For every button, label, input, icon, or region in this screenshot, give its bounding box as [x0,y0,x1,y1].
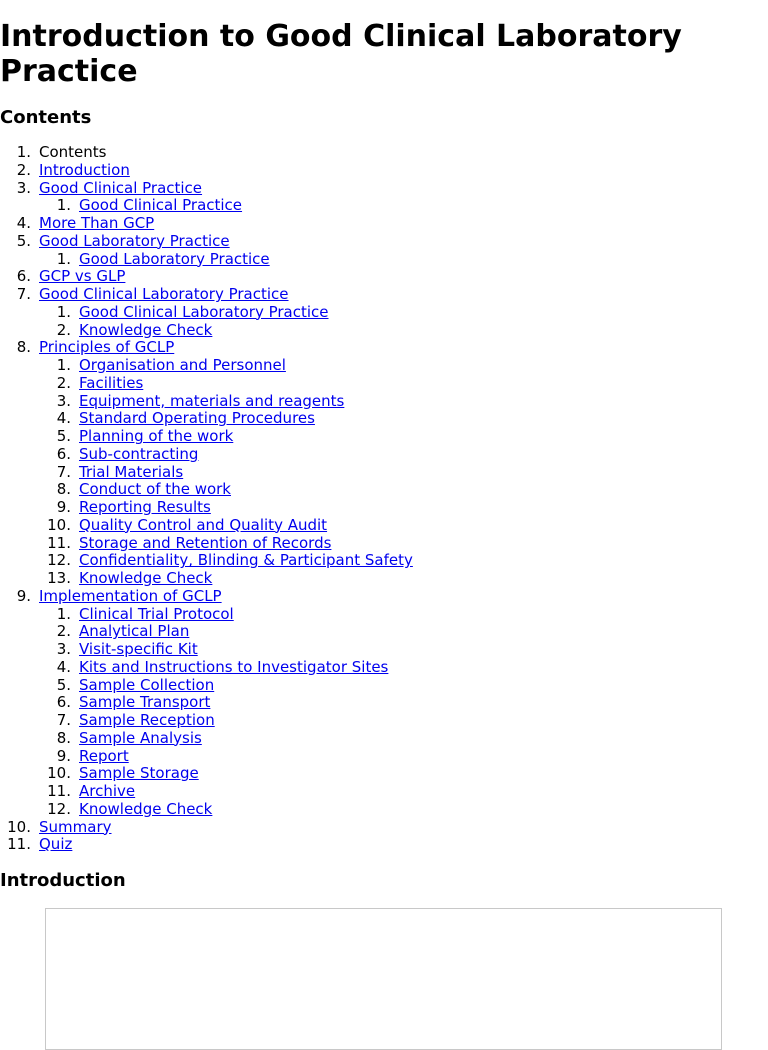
toc-subitem [0,677,413,695]
toc-subitem [0,251,413,269]
toc-item-number: 4. [56,409,71,428]
introduction-media-frame [45,908,722,1050]
toc-item-number: 8. [56,480,71,499]
toc-subitem [0,464,413,482]
toc-link[interactable]: Visit-specific Kit [79,640,198,658]
toc-item [0,339,413,357]
toc-item-number: 2. [56,320,71,339]
page-title: Introduction to Good Clinical Laboratory Practice [0,19,682,89]
toc-item-number: 3. [56,640,71,658]
toc-subitem [0,375,413,393]
toc-item-number: 9. [16,586,31,605]
toc-item-number: 11. [47,533,71,552]
toc-item-number: 5. [56,675,71,694]
toc-link[interactable]: Trial Materials [79,462,184,481]
toc-link[interactable]: Sample Transport [79,693,211,712]
toc-item-number: 6. [56,444,71,463]
toc-item-number: 7. [56,711,71,729]
toc-link[interactable]: Good Laboratory Practice [79,249,270,268]
toc-link[interactable]: Summary [39,817,112,836]
toc-subitem [0,606,413,624]
toc-subitem [0,499,413,517]
toc-link[interactable]: Facilities [79,373,144,392]
toc-link[interactable]: Sub-contracting [79,444,199,463]
toc-item-number: 10. [47,764,71,783]
toc-link[interactable]: More Than GCP [39,214,155,232]
toc-link[interactable]: Sample Reception [79,711,215,729]
toc-link[interactable]: Knowledge Check [79,799,213,818]
toc-link[interactable]: Good Clinical Practice [39,178,203,197]
toc-subitem [0,641,413,659]
toc-item [0,233,413,251]
toc-item-number: 1. [56,604,71,623]
toc-item-number: 8. [56,728,71,747]
toc-item [0,268,413,286]
table-of-contents [0,144,413,854]
toc-link[interactable]: Knowledge Check [79,320,213,339]
toc-link[interactable]: Good Clinical Laboratory Practice [79,302,329,321]
toc-item-number: 10. [47,515,71,534]
toc-link[interactable]: Conduct of the work [79,480,231,499]
toc-item-number: 11. [47,782,71,800]
toc-item-number: 3. [16,178,31,197]
toc-item-number: 4. [16,214,31,232]
toc-link[interactable]: Organisation and Personnel [79,356,286,374]
toc-link[interactable]: Good Clinical Practice [79,196,243,215]
toc-link[interactable]: Sample Analysis [79,728,202,747]
toc-subitem [0,748,413,766]
toc-item-number: 7. [56,462,71,481]
toc-item-number: 1. [56,196,71,215]
toc-link[interactable]: Implementation of GCLP [39,586,222,605]
toc-link[interactable]: Quiz [39,835,73,854]
toc-item-number: 5. [56,427,71,445]
toc-subitem [0,730,413,748]
toc-subitem [0,535,413,553]
toc-item [0,819,413,837]
toc-subitem [0,712,413,730]
toc-link[interactable]: Equipment, materials and reagents [79,391,345,410]
toc-link[interactable]: Sample Collection [79,675,215,694]
toc-label: Contents [39,143,107,161]
toc-link[interactable]: Introduction [39,160,130,179]
toc-item-number: 1. [56,356,71,374]
toc-item [0,215,413,233]
toc-item [0,836,413,854]
toc-item-number: 6. [56,693,71,712]
toc-link[interactable]: Confidentiality, Blinding & Participant Safety [79,551,413,570]
toc-item-number: 12. [47,799,71,818]
toc-subitem [0,623,413,641]
toc-item-number: 2. [16,160,31,179]
toc-item [0,286,413,304]
toc-link[interactable]: GCP vs GLP [39,267,126,286]
toc-subitem [0,357,413,375]
toc-item-number: 9. [56,746,71,765]
toc-link[interactable]: Report [79,746,129,765]
toc-link[interactable]: Archive [79,782,136,800]
toc-link[interactable]: Sample Storage [79,764,199,783]
toc-item-number: 11. [7,835,31,854]
toc-item [0,588,413,606]
toc-item-number: 2. [56,373,71,392]
toc-item-number: 9. [56,498,71,516]
toc-link[interactable]: Good Clinical Laboratory Practice [39,285,289,303]
toc-item-number: 2. [56,622,71,641]
toc-subitem [0,410,413,428]
toc-subitem [0,552,413,570]
introduction-heading: Introduction [0,870,126,891]
contents-heading: Contents [0,107,92,128]
toc-item-number: 5. [16,231,31,250]
toc-item-number: 1. [56,302,71,321]
toc-item-number: 3. [56,391,71,410]
toc-subitem [0,304,413,322]
toc-subitem [0,322,413,340]
toc-subitem [0,570,413,588]
toc-item [0,144,413,162]
toc-subitem [0,197,413,215]
toc-link[interactable]: Principles of GCLP [39,338,175,357]
toc-link[interactable]: Kits and Instructions to Investigator Sites [79,657,389,676]
toc-item-number: 8. [16,338,31,357]
toc-subitem [0,446,413,464]
toc-item-number: 1. [56,249,71,268]
toc-subitem [0,765,413,783]
toc-link[interactable]: Standard Operating Procedures [79,409,315,428]
toc-item-number: 6. [16,267,31,286]
toc-subitem [0,694,413,712]
toc-subitem [0,801,413,819]
toc-item [0,162,413,180]
toc-link[interactable]: Clinical Trial Protocol [79,604,234,623]
toc-link[interactable]: Planning of the work [79,427,234,445]
toc-link[interactable]: Knowledge Check [79,569,213,587]
toc-link[interactable]: Good Laboratory Practice [39,231,230,250]
toc-subitem [0,783,413,801]
toc-item-number: 10. [7,817,31,836]
toc-subitem [0,481,413,499]
toc-item-number: 7. [16,285,31,303]
toc-link[interactable]: Reporting Results [79,498,211,516]
toc-subitem [0,517,413,535]
toc-item-number: 12. [47,551,71,570]
toc-subitem [0,428,413,446]
toc-item-number: 4. [56,657,71,676]
toc-link[interactable]: Storage and Retention of Records [79,533,332,552]
toc-subitem [0,659,413,677]
toc-subitem [0,393,413,411]
toc-link[interactable]: Analytical Plan [79,622,190,641]
toc-item-number: 1. [16,143,31,161]
toc-item-number: 13. [47,569,71,587]
toc-link[interactable]: Quality Control and Quality Audit [79,515,328,534]
toc-item [0,180,413,198]
